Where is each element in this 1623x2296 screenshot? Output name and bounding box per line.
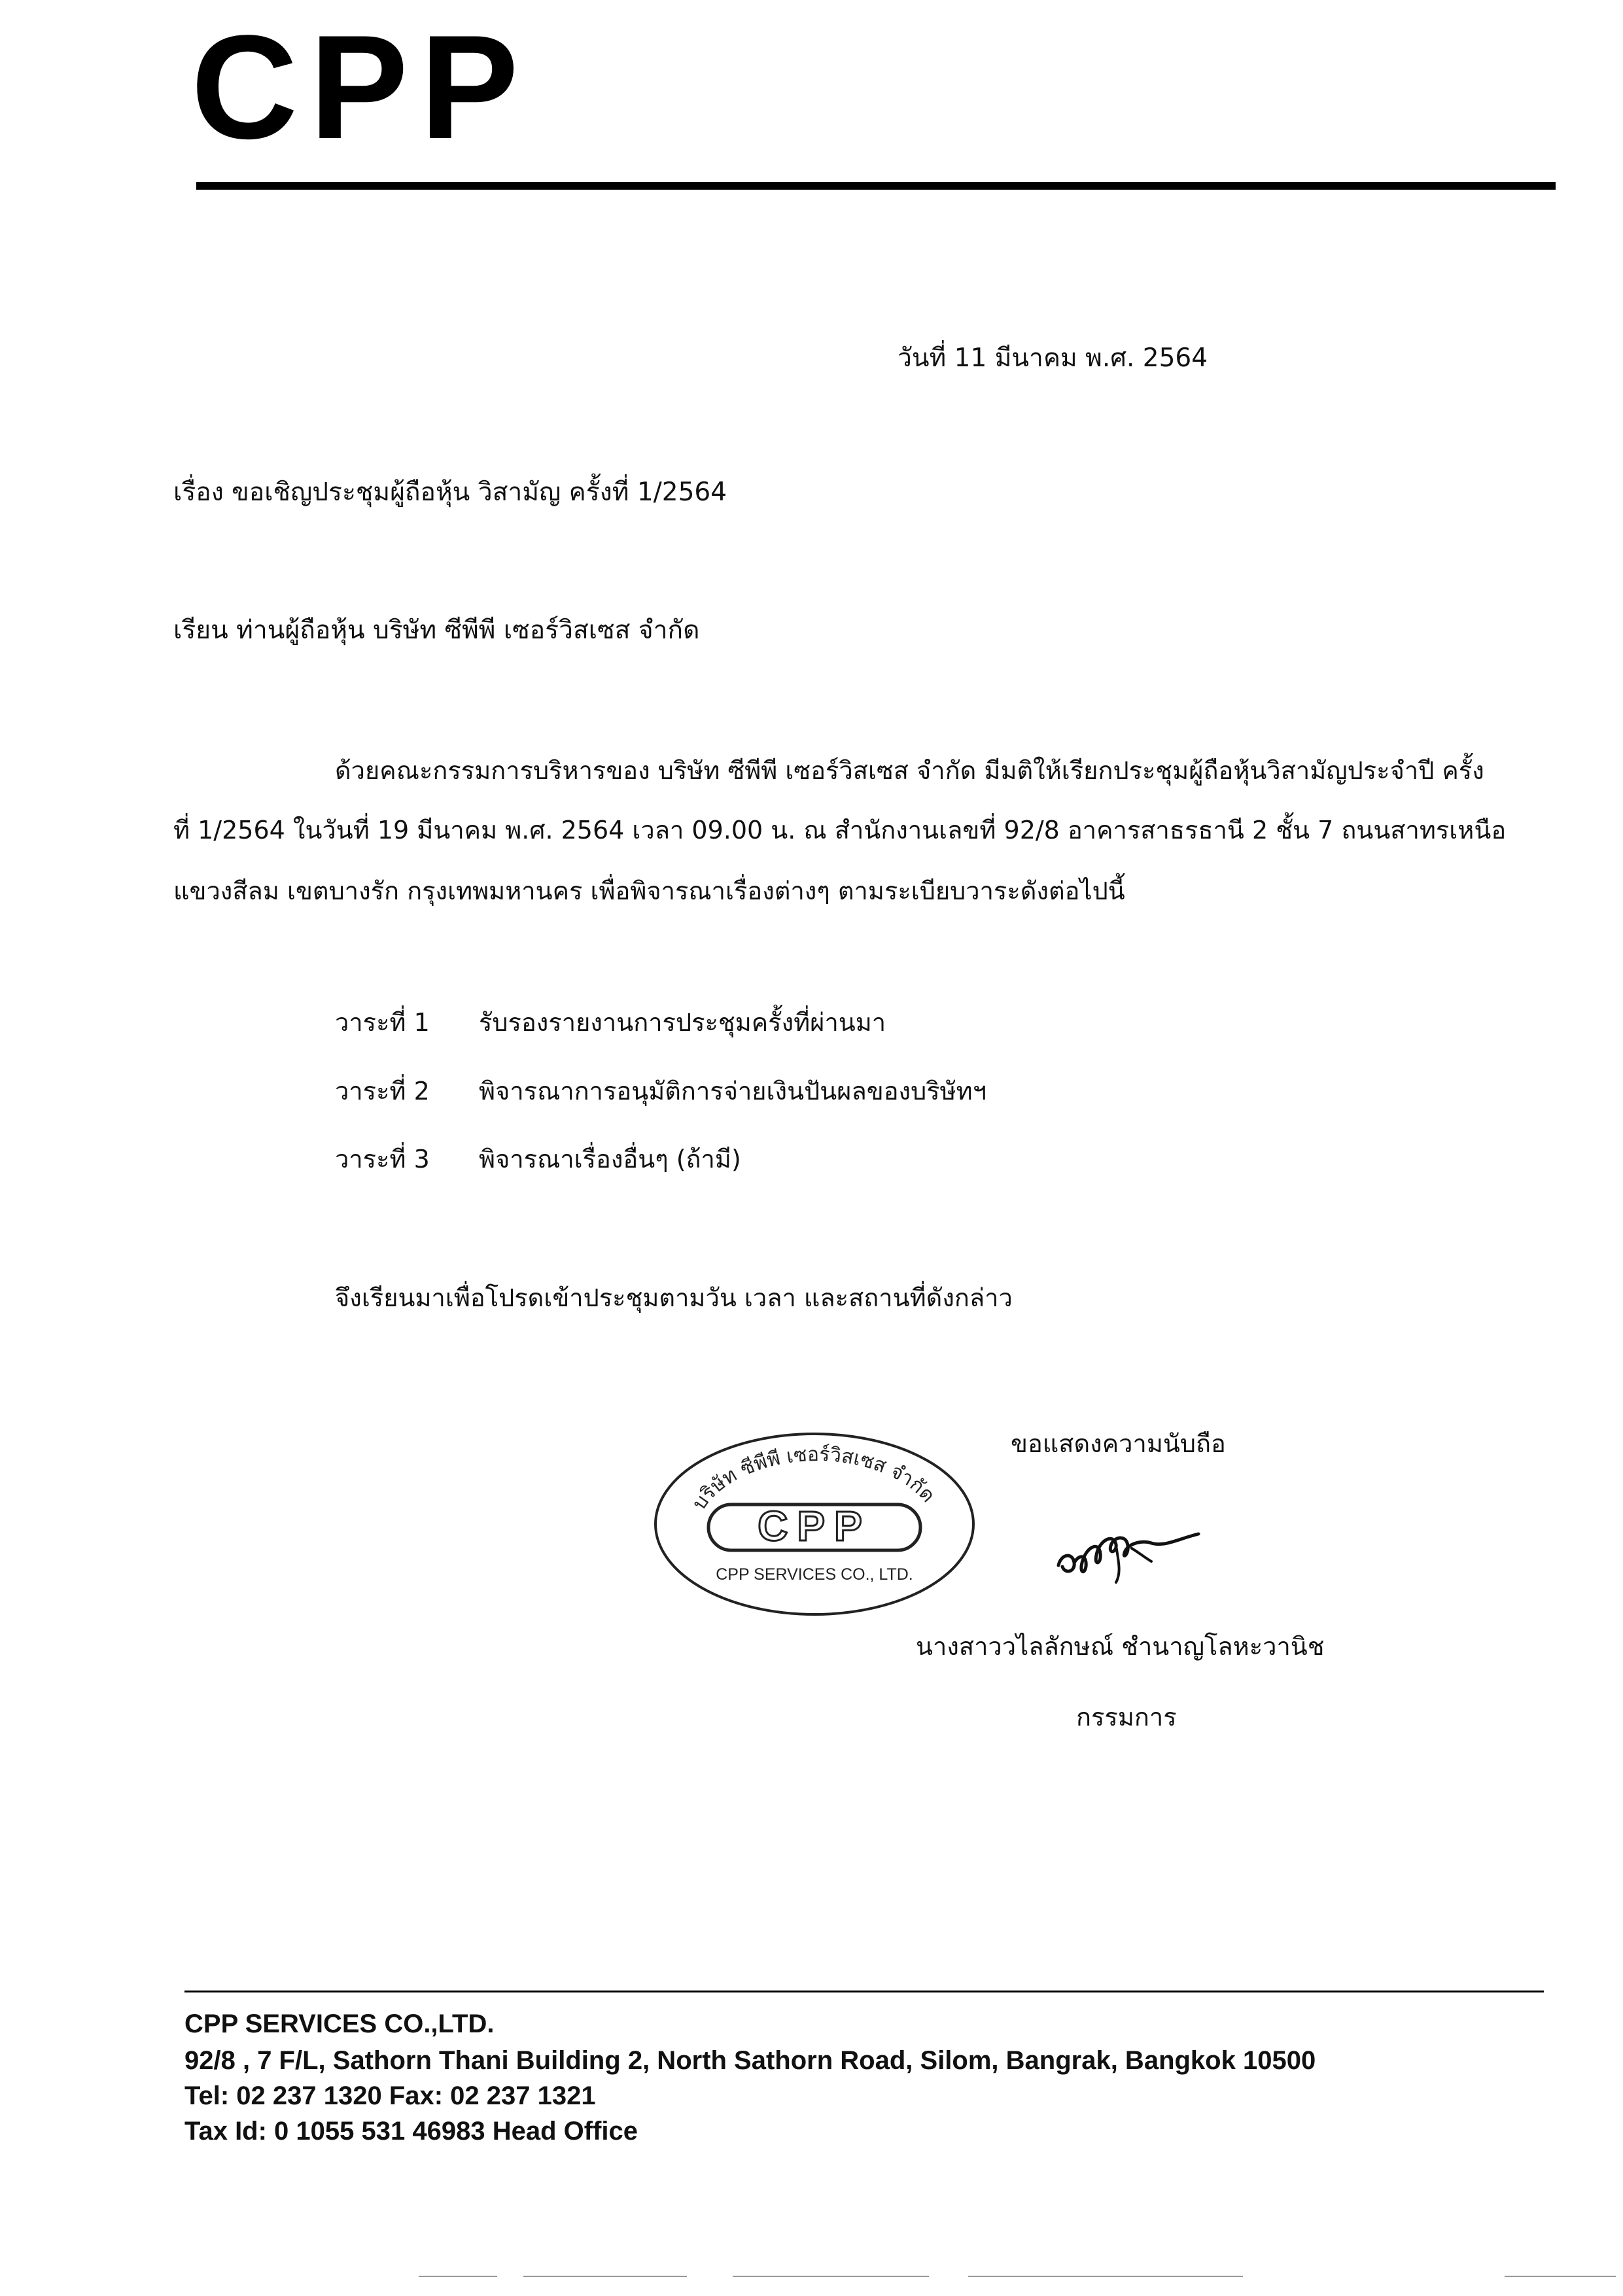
agenda-item-text: พิจารณาเรื่องอื่นๆ (ถ้ามี)	[479, 1145, 741, 1174]
agenda-item-text: รับรองรายงานการประชุมครั้งที่ผ่านมา	[479, 1008, 886, 1037]
svg-text:CPP SERVICES CO., LTD.: CPP SERVICES CO., LTD.	[716, 1565, 913, 1584]
body-line: ด้วยคณะกรรมการบริหารของ บริษัท ซีพีพี เซอร์วิสเซส จำกัด มีมติให้เรียกประชุมผู้ถือหุ้นวิสามัญประจำปี ครั้ง	[335, 756, 1484, 785]
handwritten-signature	[1053, 1514, 1204, 1586]
scan-artifact-line	[0, 2263, 1623, 2289]
footer-divider	[184, 1991, 1544, 1992]
footer-address: 92/8 , 7 F/L, Sathorn Thani Building 2, North Sathorn Road, Silom, Bangrak, Bangkok 10500	[184, 2046, 1316, 2075]
complimentary-close: ขอแสดงความนับถือ	[1011, 1429, 1226, 1458]
svg-text:CPP: CPP	[758, 1503, 871, 1550]
agenda-item-text: พิจารณาการอนุมัติการจ่ายเงินปันผลของบริษัทฯ	[479, 1077, 987, 1105]
letter-subject: เรื่อง ขอเชิญประชุมผู้ถือหุ้น วิสามัญ ครั้งที่ 1/2564	[173, 478, 727, 507]
body-line: แขวงสีลม เขตบางรัก กรุงเทพมหานคร เพื่อพิจารณาเรื่องต่างๆ ตามระเบียบวาระดังต่อไปนี้	[173, 877, 1125, 905]
company-seal-stamp	[651, 1429, 978, 1619]
signer-name: นางสาววไลลักษณ์ ชำนาญโลหะวานิช	[916, 1632, 1325, 1661]
footer-tax-id: Tax Id: 0 1055 531 46983 Head Office	[184, 2117, 638, 2146]
footer-company-name: CPP SERVICES CO.,LTD.	[184, 2009, 495, 2038]
company-logo: CPP	[191, 4, 531, 169]
letter-salutation: เรียน ท่านผู้ถือหุ้น บริษัท ซีพีพี เซอร์วิสเซส จำกัด	[173, 616, 700, 645]
agenda-item-label: วาระที่ 1	[335, 1008, 430, 1037]
agenda-item-label: วาระที่ 3	[335, 1145, 430, 1174]
closing-line: จึงเรียนมาเพื่อโปรดเข้าประชุมตามวัน เวลา และสถานที่ดังกล่าว	[335, 1283, 1013, 1312]
letter-date: วันที่ 11 มีนาคม พ.ศ. 2564	[898, 343, 1208, 373]
agenda-item-label: วาระที่ 2	[335, 1077, 430, 1105]
signer-position: กรรมการ	[1076, 1703, 1177, 1731]
body-line: ที่ 1/2564 ในวันที่ 19 มีนาคม พ.ศ. 2564 เวลา 09.00 น. ณ สำนักงานเลขที่ 92/8 อาคารสาธรธานี 2 ชั้น 7 ถนนสาทรเหนือ	[173, 816, 1507, 844]
header-divider	[196, 182, 1556, 190]
svg-text:บริษัท ซีพีพี เซอร์วิสเซส จำกั: บริษัท ซีพีพี เซอร์วิสเซส จำกัด	[688, 1443, 940, 1514]
footer-phone-fax: Tel: 02 237 1320 Fax: 02 237 1321	[184, 2081, 596, 2110]
